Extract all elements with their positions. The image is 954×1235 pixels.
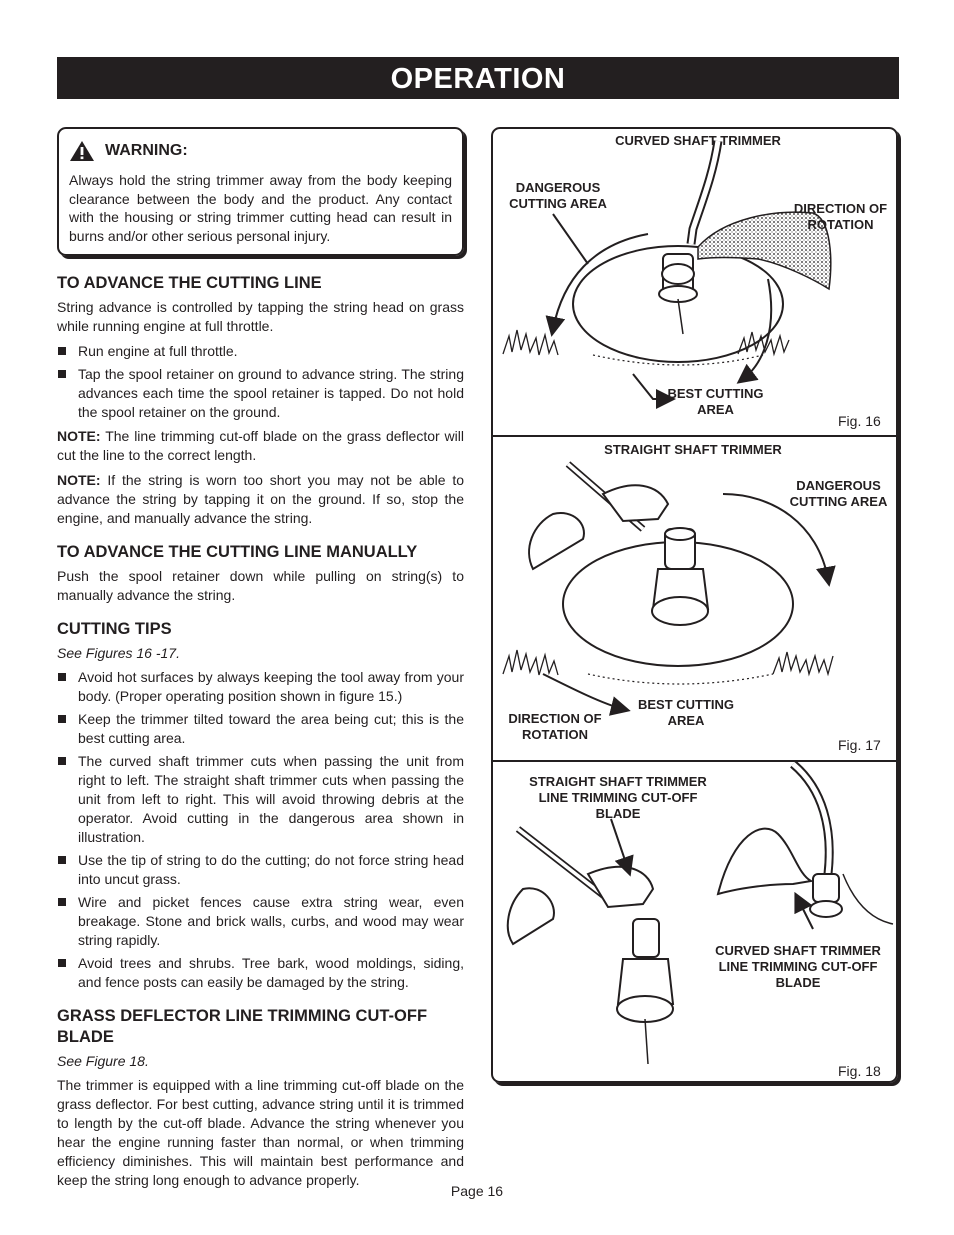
deflector-text: The trimmer is equipped with a line trimming cut-off blade on the grass deflector. For best cutting, advance string until it is trimmed to length by the cut-off blade. Advance the string whenever you hear the engine running faster than normal, or when trimming efficiency diminishes. This will maintain best performance and keep the string long enough to advance properly. [57, 1077, 464, 1188]
manual-text: Push the spool retainer down while pulling on string(s) to manually advance the string. [57, 568, 464, 603]
fig17-number: Fig. 17 [838, 737, 881, 753]
bullet-icon [58, 370, 66, 378]
fig16-title: CURVED SHAFT TRIMMER [615, 133, 781, 148]
list-item: Tap the spool retainer on ground to advance string. The string advances each time the spool retainer is tapped. Do not hold the spool retainer on the ground. [57, 365, 464, 422]
manual-section [57, 542, 464, 605]
fig16-number: Fig. 16 [838, 413, 881, 429]
tips-section [57, 619, 464, 992]
warning-triangle-icon [69, 140, 95, 162]
fig18-straight-label: STRAIGHT SHAFT TRIMMER LINE TRIMMING CUT-OFF BLADE [529, 774, 707, 821]
advance-list [57, 342, 464, 422]
fig17-dangerous-label: DANGEROUS CUTTING AREA [789, 478, 888, 509]
list-item: Avoid trees and shrubs. Tree bark, wood moldings, siding, and fence posts can easily be damaged by the string. [57, 954, 464, 992]
advance-heading: TO ADVANCE THE CUTTING LINE [57, 274, 322, 292]
bullet-icon [58, 856, 66, 864]
manual-heading: TO ADVANCE THE CUTTING LINE MANUALLY [57, 543, 418, 561]
note-2: NOTE: If the string is worn too short you may not be able to advance the string by tapping it on the ground. If so, stop the engine, and manually advance the string. [57, 472, 464, 526]
bullet-icon [58, 673, 66, 681]
page-title: OPERATION [57, 57, 899, 99]
fig17-best-label: BEST CUTTING AREA [637, 697, 735, 728]
fig16-best-label: BEST CUTTING AREA [667, 386, 764, 417]
bullet-icon [58, 347, 66, 355]
deflector-section [57, 1006, 464, 1190]
figure-illustrations [493, 129, 896, 1081]
deflector-ref: See Figure 18. [57, 1053, 149, 1069]
list-item: Use the tip of string to do the cutting; do not force string head into uncut grass. [57, 851, 464, 889]
warning-heading: WARNING: [105, 142, 188, 159]
deflector-heading: GRASS DEFLECTOR LINE TRIMMING CUT-OFF BLADE [57, 1007, 428, 1046]
page-number: Page 16 [450, 1183, 504, 1199]
text-column [57, 127, 464, 1204]
bullet-icon [58, 757, 66, 765]
fig17-title: STRAIGHT SHAFT TRIMMER [604, 442, 782, 457]
bullet-icon [58, 715, 66, 723]
advance-intro: String advance is controlled by tapping the string head on grass while running engine at full throttle. [57, 299, 464, 334]
fig18-number: Fig. 18 [838, 1063, 881, 1079]
tips-ref: See Figures 16 -17. [57, 645, 180, 661]
fig16-dangerous-label: DANGEROUS CUTTING AREA [509, 180, 607, 211]
warning-text: Always hold the string trimmer away from the body keeping clearance between the body and the product. Any contact with the housing or string trimmer cutting head can result in burns and/or other serious personal injury. [69, 172, 452, 244]
tips-heading: CUTTING TIPS [57, 620, 172, 638]
figure-divider [493, 760, 896, 762]
fig18-curved-label: CURVED SHAFT TRIMMER LINE TRIMMING CUT-OFF BLADE [715, 943, 881, 990]
list-item: Avoid hot surfaces by always keeping the tool away from your body. (Proper operating position shown in figure 15.) [57, 668, 464, 706]
list-item: Run engine at full throttle. [57, 342, 464, 361]
note-1: NOTE: The line trimming cut-off blade on the grass deflector will cut the line to the correct length. [57, 428, 464, 463]
figure-panel [491, 127, 898, 1083]
list-item: Keep the trimmer tilted toward the area being cut; this is the best cutting area. [57, 710, 464, 748]
list-item: The curved shaft trimmer cuts when passing the unit from right to left. The straight shaft trimmer cuts when passing the unit from left to right. This will avoid throwing debris at the operator. Avoid cutting in the dangerous area shown in illustration. [57, 752, 464, 847]
list-item: Wire and picket fences cause extra string wear, even breakage. Stone and brick walls, curbs, and wood may wear string rapidly. [57, 893, 464, 950]
figure-divider [493, 435, 896, 437]
fig16-rotation-label: DIRECTION OF ROTATION [793, 201, 888, 232]
advance-section [57, 273, 464, 528]
bullet-icon [58, 898, 66, 906]
fig17-illustration [503, 464, 833, 709]
warning-box [57, 127, 464, 256]
fig17-rotation-label: DIRECTION OF ROTATION [508, 711, 602, 742]
tips-list [57, 668, 464, 992]
bullet-icon [58, 959, 66, 967]
warning-header [69, 140, 452, 162]
